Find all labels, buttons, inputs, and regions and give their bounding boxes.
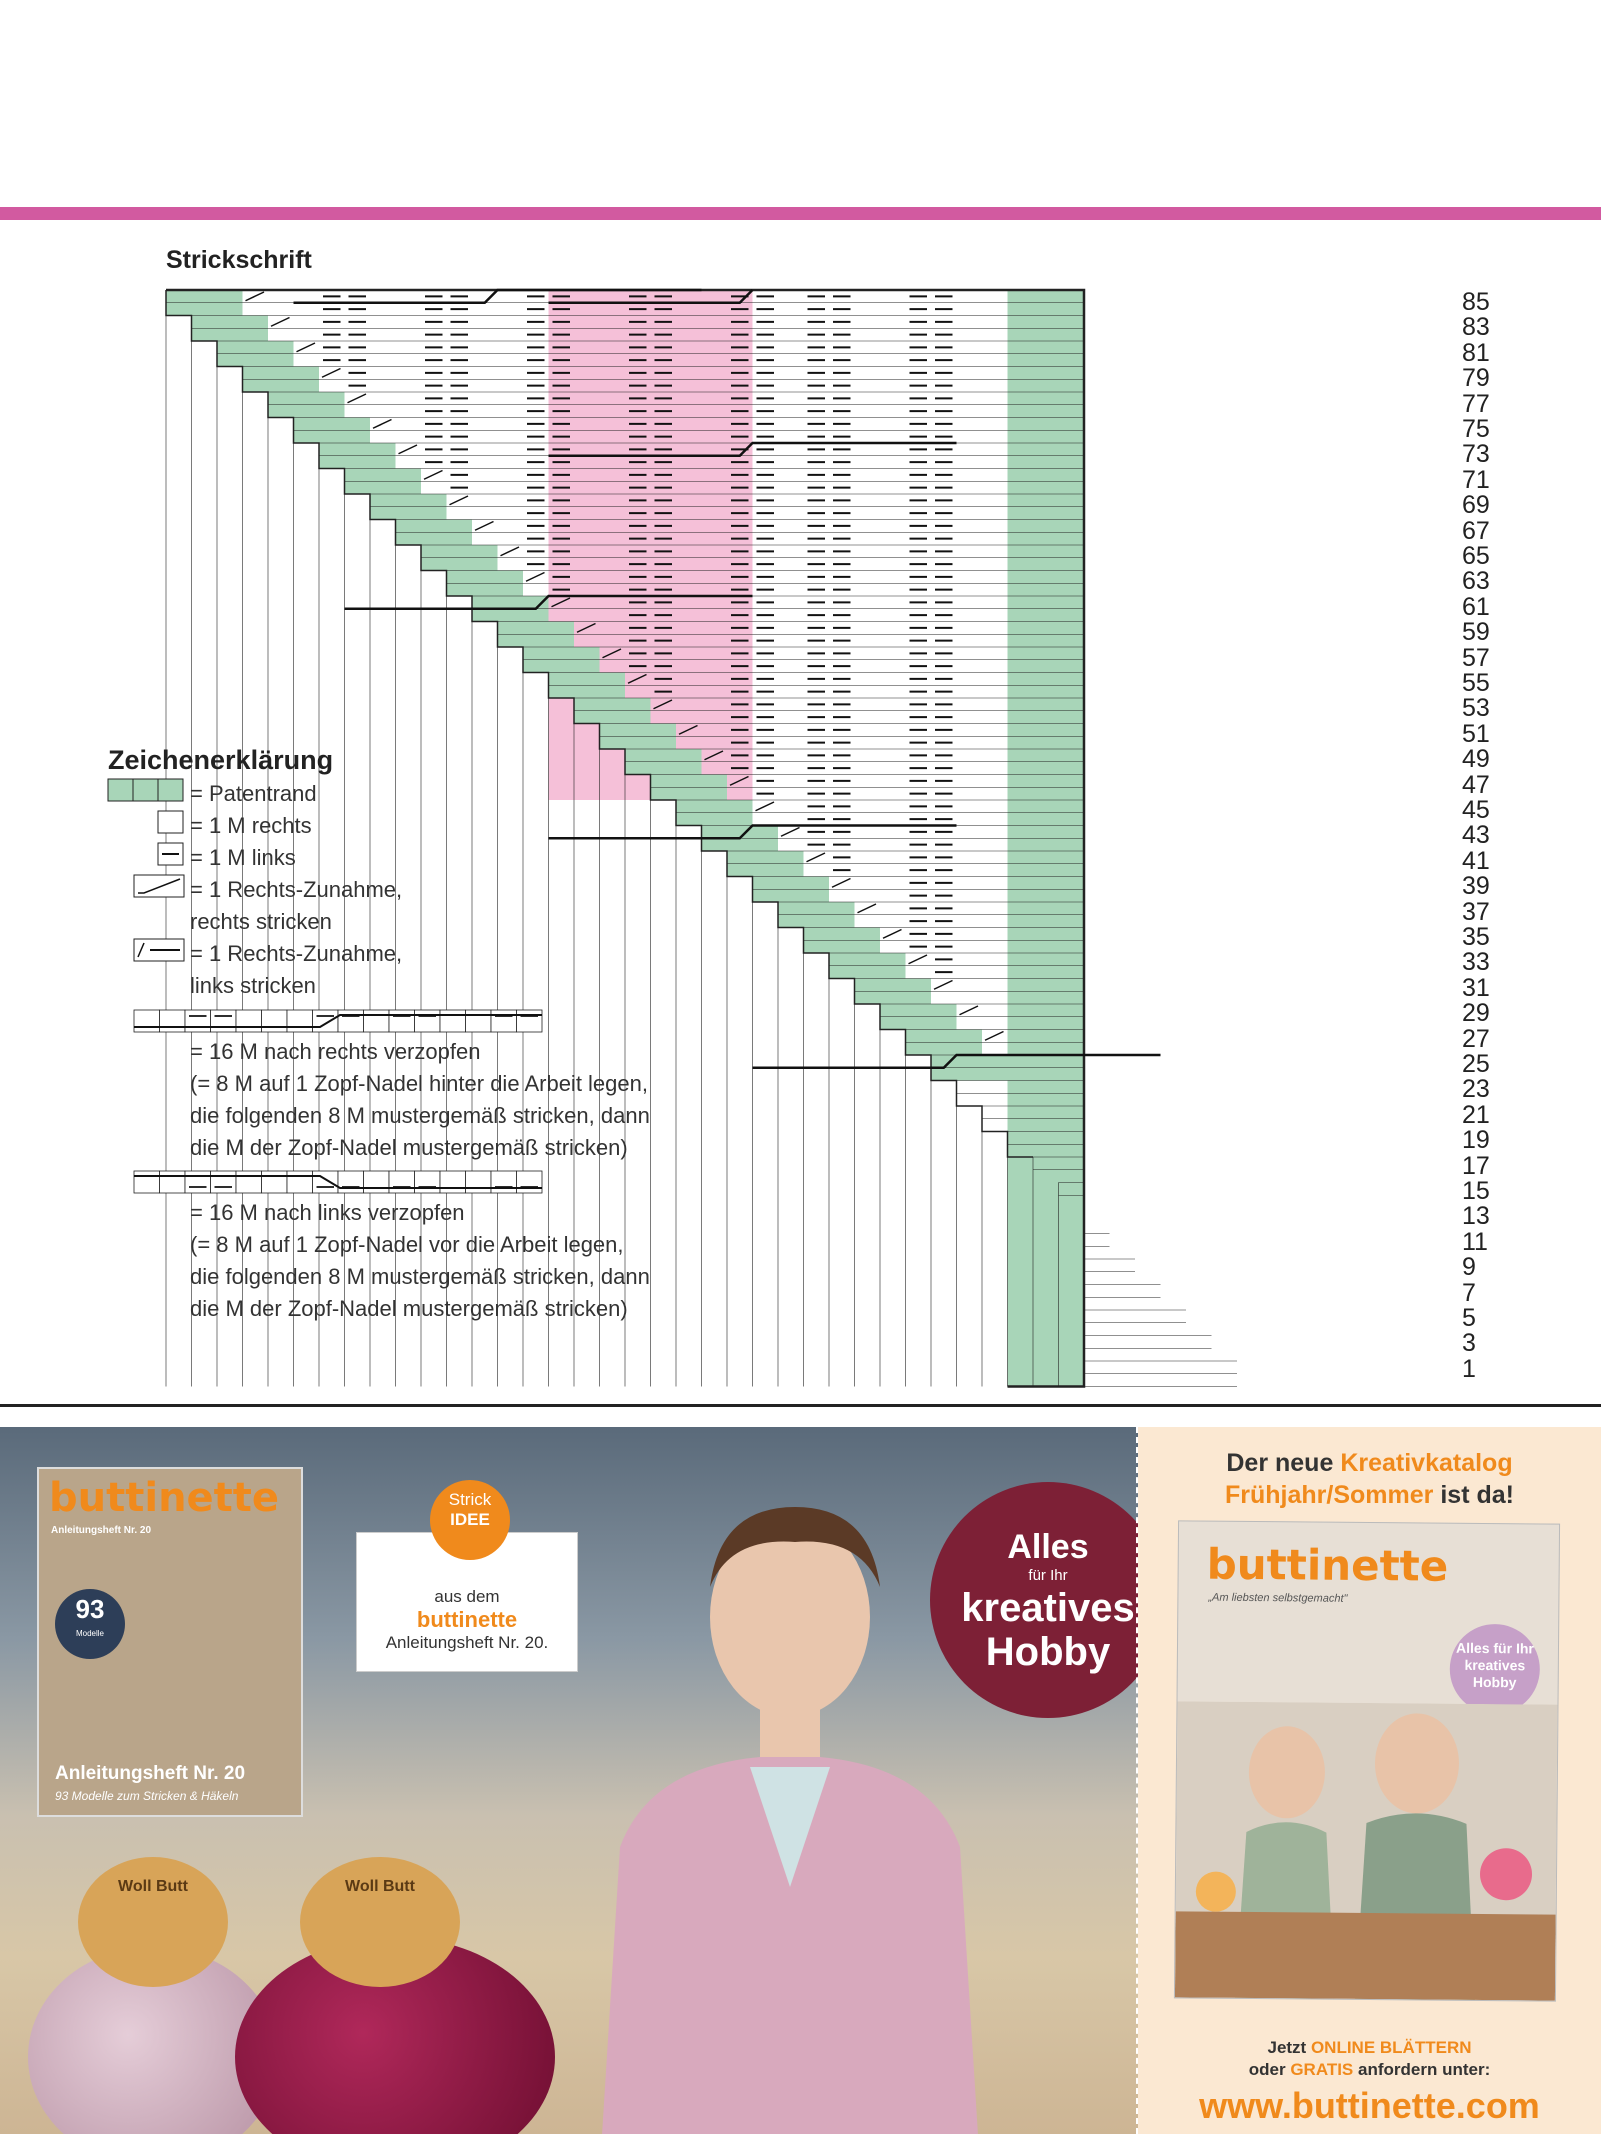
chart-title: Strickschrift <box>166 246 312 274</box>
catalog-head1-orange: Kreativkatalog <box>1340 1449 1513 1477</box>
increase-symbol <box>322 369 341 378</box>
catalog-foot2-o: GRATIS <box>1290 2060 1354 2079</box>
chart-left-border-cell <box>523 660 600 673</box>
hobby-line4: Hobby <box>985 1630 1111 1674</box>
magazine-subtitle: Anleitungsheft Nr. 20 <box>51 1525 152 1536</box>
cable-left-icon <box>134 1171 160 1193</box>
chart-left-border-cell <box>549 673 626 686</box>
row-number: 83 <box>1462 313 1490 342</box>
catalog-headline <box>1138 1447 1601 1511</box>
row-number: 73 <box>1462 440 1490 469</box>
increase-symbol <box>246 292 265 301</box>
legend-item-patentrand: = Patentrand <box>190 781 317 806</box>
catalog-head2-orange: Frühjahr/Sommer <box>1225 1481 1434 1509</box>
increase-symbol <box>297 343 316 352</box>
chart-left-border-cell <box>778 915 855 928</box>
chart-left-border-cell <box>319 443 396 456</box>
green-squares-icon <box>108 779 133 801</box>
catalog-photo-illustration <box>1175 1701 1558 2000</box>
increase-symbol <box>399 445 418 454</box>
cable-right-icon <box>287 1010 313 1032</box>
row-number: 45 <box>1462 796 1490 824</box>
chart-left-border-cell <box>855 991 932 1004</box>
chart-left-border-cell <box>600 724 677 737</box>
row-number: 37 <box>1462 897 1490 926</box>
chart-left-border-cell <box>294 430 371 443</box>
chart-left-border-cell <box>523 647 600 660</box>
cable-right-icon <box>440 1010 466 1032</box>
row-number: 67 <box>1462 516 1490 545</box>
magazine-badge <box>55 1589 125 1659</box>
cable-left-icon <box>364 1171 390 1193</box>
chart-left-border-cell <box>421 558 498 571</box>
cable-left-icon <box>415 1171 441 1193</box>
row-number: 71 <box>1462 465 1490 494</box>
row-number: 79 <box>1462 364 1490 393</box>
chart-left-border-cell <box>166 290 243 303</box>
catalog-bubble: Alles für Ihr kreatives Hobby <box>1449 1624 1540 1715</box>
idea-brand: buttinette <box>416 1607 518 1632</box>
row-number: 27 <box>1462 1024 1490 1053</box>
legend-item-increase-purl: = 1 Rechts-Zunahme, links stricken <box>190 941 403 998</box>
chart-left-border-cell <box>753 889 830 902</box>
chart-left-border-cell <box>421 545 498 558</box>
chart-left-border-cell <box>549 685 626 698</box>
yarn-label-berry: Woll Butt <box>300 1857 460 1987</box>
increase-symbol <box>373 420 392 429</box>
chart-left-border-cell <box>268 405 345 418</box>
green-squares-icon <box>133 779 158 801</box>
chart-left-border-cell <box>753 877 830 890</box>
chart-left-border-cell <box>906 1030 983 1043</box>
catalog-url[interactable]: www.buttinette.com <box>1199 2085 1540 2126</box>
increase-symbol <box>475 522 494 531</box>
yarn-label-pink: Woll Butt <box>78 1857 228 1987</box>
chart-left-border-cell <box>906 1042 983 1055</box>
row-number: 53 <box>1462 694 1490 723</box>
cable-right-icon <box>211 1010 237 1032</box>
row-number: 13 <box>1462 1202 1490 1231</box>
catalog-panel <box>1138 1427 1601 2134</box>
cable-left-icon <box>287 1171 313 1193</box>
chart-left-border-cell <box>498 634 575 647</box>
catalog-tagline: „Am liebsten selbstgemacht" <box>1208 1591 1348 1605</box>
chart-left-border-cell <box>931 1055 1008 1068</box>
row-number: 75 <box>1462 415 1490 443</box>
row-number: 35 <box>1462 923 1490 951</box>
increase-symbol <box>934 981 953 990</box>
chart-left-border-cell <box>345 481 422 494</box>
increase-symbol <box>832 879 851 888</box>
chart-left-border-cell <box>931 1068 1008 1081</box>
cable-left-icon <box>517 1171 543 1193</box>
increase-symbol <box>450 496 469 505</box>
row-number: 47 <box>1462 770 1490 799</box>
row-number: 51 <box>1462 719 1490 748</box>
cable-left-icon <box>338 1171 364 1193</box>
chart-left-border-cell <box>345 469 422 482</box>
catalog-foot1-o: ONLINE BLÄTTERN <box>1310 2038 1472 2057</box>
chart-left-border-cell <box>192 328 269 341</box>
row-number: 41 <box>1462 846 1490 875</box>
cable-left-icon <box>491 1171 517 1193</box>
chart-left-border-cell <box>804 928 881 941</box>
row-number: 29 <box>1462 999 1490 1028</box>
cable-right-icon <box>185 1010 211 1032</box>
row-number: 69 <box>1462 491 1490 520</box>
chart-left-border-cell <box>829 966 906 979</box>
row-number: 49 <box>1462 745 1490 774</box>
chart-left-border-cell <box>498 622 575 635</box>
magazine-footer-sub: 93 Modelle zum Stricken & Häkeln <box>55 1789 239 1803</box>
cable-right-icon <box>236 1010 262 1032</box>
magazine-badge-number: 93 <box>75 1594 105 1624</box>
increase-symbol <box>526 573 545 582</box>
idea-issue: Anleitungsheft Nr. 20. <box>385 1633 549 1652</box>
empty-square-icon <box>158 811 183 833</box>
chart-left-border-cell <box>243 367 320 380</box>
increase-symbol <box>807 853 826 862</box>
catalog-brand: buttinette <box>1206 1539 1449 1591</box>
cable-right-icon <box>160 1010 186 1032</box>
increase-symbol <box>501 547 520 556</box>
chart-left-border-cell <box>243 379 320 392</box>
cable-left-icon <box>211 1171 237 1193</box>
chart-left-border-cell <box>396 532 473 545</box>
row-number: 25 <box>1462 1050 1490 1078</box>
row-number: 63 <box>1462 567 1490 596</box>
cable-right-icon <box>491 1010 517 1032</box>
row-number: 33 <box>1462 948 1490 977</box>
chart-left-border-cell <box>396 520 473 533</box>
chart-left-border-cell <box>217 341 294 354</box>
cable-right-icon <box>262 1010 288 1032</box>
row-number: 43 <box>1462 821 1490 850</box>
chart-left-border-cell <box>574 698 651 711</box>
chart-left-border-cell <box>447 571 524 584</box>
legend-item-rechts: = 1 M rechts <box>190 813 312 838</box>
chart-left-border-cell <box>370 507 447 520</box>
row-number: 85 <box>1462 288 1490 316</box>
row-number: 77 <box>1462 389 1490 418</box>
cable-left-icon <box>160 1171 186 1193</box>
chart-left-border-cell <box>880 1004 957 1017</box>
strick-idee-badge <box>430 1480 510 1560</box>
catalog-cover <box>1174 1520 1560 2001</box>
chart-left-border-cell <box>166 303 243 316</box>
chart-left-border-cell <box>447 583 524 596</box>
legend-item-cable-left: = 16 M nach links verzopfen (= 8 M auf 1 Zopf-Nadel vor die Arbeit legen, die folgenden 8 M mustergemäß stricken, dann die M der Zopf-Nadel mustergemäß stricken) <box>190 1200 650 1321</box>
row-number: 7 <box>1462 1278 1476 1307</box>
magazine-cover <box>37 1467 303 1817</box>
row-number: 15 <box>1462 1177 1490 1205</box>
magazine-footer-title: Anleitungsheft Nr. 20 <box>55 1763 246 1784</box>
chart-left-border-cell <box>217 354 294 367</box>
idea-badge-line2: IDEE <box>450 1510 490 1529</box>
catalog-footer <box>1138 2037 1601 2081</box>
increase-symbol <box>883 930 902 939</box>
catalog-head2: ist da! <box>1440 1481 1514 1509</box>
row-number: 5 <box>1462 1304 1476 1332</box>
cable-left-icon <box>440 1171 466 1193</box>
row-number: 31 <box>1462 973 1490 1002</box>
legend-item-increase-knit: = 1 Rechts-Zunahme, rechts stricken <box>190 877 403 934</box>
cable-right-icon <box>466 1010 492 1032</box>
cable-left-icon <box>466 1171 492 1193</box>
increase-symbol <box>960 1006 979 1015</box>
legend-item-links: = 1 M links <box>190 845 296 870</box>
increase-symbol <box>858 904 877 913</box>
catalog-foot2-a: oder <box>1248 2060 1286 2079</box>
catalog-head1: Der neue <box>1226 1449 1334 1477</box>
green-squares-icon <box>158 779 183 801</box>
chart-left-border-cell <box>192 316 269 329</box>
increase-symbol <box>271 318 290 327</box>
section-divider <box>0 1404 1601 1407</box>
hobby-line3: kreatives <box>961 1586 1135 1630</box>
chart-left-border-cell <box>268 392 345 405</box>
row-number: 3 <box>1462 1329 1476 1358</box>
row-number: 17 <box>1462 1151 1490 1180</box>
chart-left-border-cell <box>294 418 371 431</box>
cable-left-icon <box>236 1171 262 1193</box>
cable-left-icon <box>185 1171 211 1193</box>
cable-right-icon <box>313 1010 339 1032</box>
ad-photo <box>0 1427 1138 2134</box>
row-number: 19 <box>1462 1126 1490 1155</box>
cable-right-icon <box>338 1010 364 1032</box>
row-number: 81 <box>1462 338 1490 367</box>
cable-right-icon <box>517 1010 543 1032</box>
cable-right-icon <box>389 1010 415 1032</box>
hobby-line2: für Ihr <box>1028 1567 1068 1584</box>
chart-left-border-cell <box>829 953 906 966</box>
chart-left-border-cell <box>804 940 881 953</box>
legend-title: Zeichenerklärung <box>108 745 334 775</box>
cable-right-icon <box>134 1010 160 1032</box>
row-number: 9 <box>1462 1253 1476 1282</box>
row-number: 55 <box>1462 669 1490 697</box>
increase-symbol <box>781 828 800 837</box>
legend-item-cable-right: = 16 M nach rechts verzopfen (= 8 M auf 1 Zopf-Nadel hinter die Arbeit legen, die folgenden 8 M mustergemäß stricken, dann die M der Zopf-Nadel mustergemäß stricken) <box>190 1039 650 1160</box>
chart-left-border-cell <box>880 1017 957 1030</box>
chart-left-border-cell <box>319 456 396 469</box>
chart-left-border-cell <box>574 711 651 724</box>
chart-left-border-cell <box>855 979 932 992</box>
cable-left-icon <box>313 1171 339 1193</box>
catalog-foot2-b: anfordern unter: <box>1358 2060 1491 2079</box>
increase-symbol <box>756 802 775 811</box>
cable-right-icon <box>364 1010 390 1032</box>
row-number: 57 <box>1462 643 1490 672</box>
cable-right-icon <box>415 1010 441 1032</box>
row-number: 39 <box>1462 872 1490 901</box>
legend <box>108 745 748 776</box>
magazine-brand: buttinette <box>49 1475 280 1521</box>
magazine-badge-text: Modelle <box>75 1629 104 1638</box>
increase-symbol <box>424 471 443 480</box>
row-number: 59 <box>1462 618 1490 647</box>
row-number: 23 <box>1462 1075 1490 1104</box>
row-number: 61 <box>1462 592 1490 621</box>
idea-from: aus dem <box>434 1587 500 1606</box>
catalog-foot1-a: Jetzt <box>1267 2038 1307 2057</box>
row-number: 21 <box>1462 1100 1490 1129</box>
increase-symbol <box>909 955 928 964</box>
row-number: 11 <box>1462 1227 1488 1256</box>
cable-left-icon <box>389 1171 415 1193</box>
hobby-line1: Alles <box>1007 1528 1089 1566</box>
idea-badge-line1: Strick <box>448 1490 492 1509</box>
chart-left-border-cell <box>370 494 447 507</box>
row-number: 1 <box>1462 1354 1476 1383</box>
chart-left-border-cell <box>778 902 855 915</box>
increase-symbol <box>348 394 367 403</box>
row-number: 65 <box>1462 542 1490 570</box>
increase-symbol <box>985 1032 1004 1041</box>
cable-left-icon <box>262 1171 288 1193</box>
chart-left-border-cell <box>472 609 549 622</box>
